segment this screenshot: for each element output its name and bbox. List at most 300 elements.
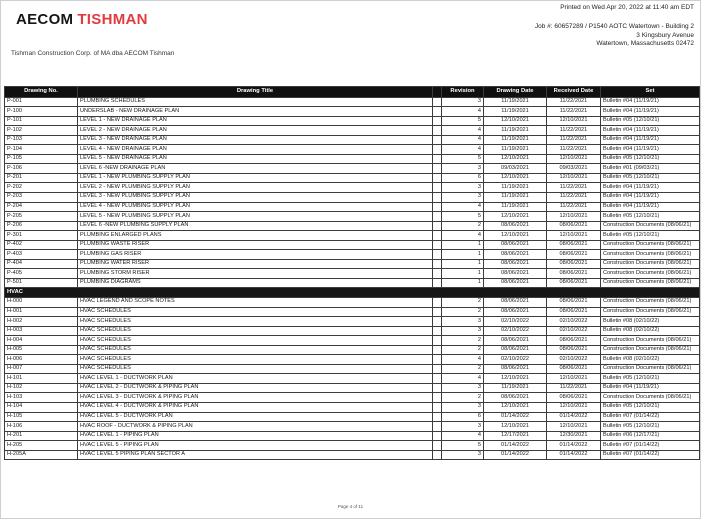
spacer-cell <box>433 183 442 193</box>
received-date-cell: 09/03/2021 <box>547 164 601 174</box>
drawing-date-cell: 12/10/2021 <box>484 231 547 241</box>
received-date-cell: 11/22/2021 <box>547 97 601 107</box>
set-cell: Bulletin #07 (01/14/22) <box>601 441 700 451</box>
set-cell: Construction Documents (08/06/21) <box>601 259 700 269</box>
drawing-title-cell: PLUMBING STORM RISER <box>78 269 433 279</box>
table-header <box>5 87 700 98</box>
drawing-title-cell: LEVEL 1 - NEW DRAINAGE PLAN <box>78 116 433 126</box>
received-date-cell: 12/10/2021 <box>547 422 601 432</box>
table-row <box>5 135 700 145</box>
drawing-no-cell: H-000 <box>5 297 78 307</box>
revision-cell: 4 <box>442 145 484 155</box>
drawing-no-cell: P-202 <box>5 183 78 193</box>
drawing-title-cell: HVAC SCHEDULES <box>78 307 433 317</box>
revision-cell: 1 <box>442 259 484 269</box>
drawing-date-cell: 11/19/2021 <box>484 97 547 107</box>
revision-cell: 3 <box>442 192 484 202</box>
set-cell: Bulletin #08 (02/10/22) <box>601 355 700 365</box>
drawing-title-cell: HVAC LEVEL 5 PIPING PLAN SECTOR A <box>78 450 433 460</box>
received-date-cell: 11/22/2021 <box>547 135 601 145</box>
drawing-no-cell: P-204 <box>5 202 78 212</box>
table-row <box>5 374 700 384</box>
revision-cell: 1 <box>442 278 484 288</box>
header-row <box>5 87 700 98</box>
revision-cell: 3 <box>442 164 484 174</box>
drawing-title-cell: LEVEL 5 - NEW DRAINAGE PLAN <box>78 154 433 164</box>
spacer-cell <box>433 154 442 164</box>
company-legal-name: Tishman Construction Corp. of MA dba AECOM Tishman <box>11 50 175 57</box>
received-date-cell: 11/22/2021 <box>547 145 601 155</box>
address-line-2: Watertown, Massachusetts 02472 <box>596 40 694 48</box>
drawing-title-cell: HVAC LEVEL 2 - DUCTWORK & PIPING PLAN <box>78 383 433 393</box>
set-cell: Construction Documents (08/06/21) <box>601 250 700 260</box>
revision-cell: 4 <box>442 374 484 384</box>
spacer-cell <box>433 422 442 432</box>
drawing-log-table <box>4 86 700 460</box>
table-row <box>5 383 700 393</box>
drawing-no-cell: P-101 <box>5 116 78 126</box>
revision-cell: 2 <box>442 297 484 307</box>
received-date-cell: 12/10/2021 <box>547 173 601 183</box>
received-date-cell: 11/22/2021 <box>547 202 601 212</box>
tishman-logo-text: TISHMAN <box>77 11 148 28</box>
table-row <box>5 231 700 241</box>
drawing-no-cell: H-001 <box>5 307 78 317</box>
table-row <box>5 326 700 336</box>
drawing-date-cell: 09/03/2021 <box>484 164 547 174</box>
received-date-cell: 01/14/2022 <box>547 441 601 451</box>
spacer-cell <box>433 326 442 336</box>
table-row <box>5 441 700 451</box>
spacer-cell <box>433 212 442 222</box>
drawing-title-cell: PLUMBING WASTE RISER <box>78 240 433 250</box>
revision-cell: 2 <box>442 393 484 403</box>
table-row <box>5 221 700 231</box>
drawing-no-cell: P-203 <box>5 192 78 202</box>
revision-cell: 3 <box>442 97 484 107</box>
set-cell: Bulletin #04 (11/19/21) <box>601 126 700 136</box>
revision-cell: 4 <box>442 202 484 212</box>
revision-cell: 2 <box>442 307 484 317</box>
spacer-cell <box>433 383 442 393</box>
drawing-no-cell: H-106 <box>5 422 78 432</box>
drawing-no-cell: P-402 <box>5 240 78 250</box>
received-date-cell: 11/22/2021 <box>547 107 601 117</box>
drawing-title-cell: HVAC LEVEL 5 - DUCTWORK PLAN <box>78 412 433 422</box>
set-cell: Construction Documents (08/06/21) <box>601 269 700 279</box>
received-date-cell: 08/06/2021 <box>547 278 601 288</box>
drawing-title-cell: HVAC SCHEDULES <box>78 364 433 374</box>
set-cell: Bulletin #04 (11/19/21) <box>601 183 700 193</box>
set-cell: Construction Documents (08/06/21) <box>601 307 700 317</box>
printed-on-timestamp: Printed on Wed Apr 20, 2022 at 11:40 am EDT <box>560 4 694 11</box>
set-cell: Bulletin #04 (11/19/21) <box>601 192 700 202</box>
spacer-cell <box>433 431 442 441</box>
table-row <box>5 269 700 279</box>
drawing-no-cell: H-007 <box>5 364 78 374</box>
table-row <box>5 212 700 222</box>
revision-cell: 3 <box>442 317 484 327</box>
drawing-date-cell: 08/06/2021 <box>484 393 547 403</box>
drawing-title-cell: HVAC LEVEL 3 - DUCTWORK & PIPING PLAN <box>78 393 433 403</box>
drawing-title-cell: LEVEL 1 - NEW PLUMBING SUPPLY PLAN <box>78 173 433 183</box>
drawing-no-cell: P-201 <box>5 173 78 183</box>
received-date-cell: 08/06/2021 <box>547 297 601 307</box>
col-header-revision: Revision <box>442 87 484 98</box>
set-cell: Bulletin #05 (12/10/21) <box>601 231 700 241</box>
set-cell: Construction Documents (08/06/21) <box>601 278 700 288</box>
table-row <box>5 412 700 422</box>
drawing-no-cell: H-205A <box>5 450 78 460</box>
table-row <box>5 107 700 117</box>
drawing-no-cell: H-101 <box>5 374 78 384</box>
revision-cell: 5 <box>442 154 484 164</box>
received-date-cell: 08/06/2021 <box>547 307 601 317</box>
drawing-date-cell: 11/19/2021 <box>484 126 547 136</box>
drawing-title-cell: HVAC SCHEDULES <box>78 317 433 327</box>
table-row <box>5 364 700 374</box>
revision-cell: 5 <box>442 116 484 126</box>
drawing-date-cell: 08/06/2021 <box>484 221 547 231</box>
revision-cell: 3 <box>442 450 484 460</box>
drawing-title-cell: LEVEL 2 - NEW DRAINAGE PLAN <box>78 126 433 136</box>
spacer-cell <box>433 250 442 260</box>
revision-cell: 2 <box>442 364 484 374</box>
drawing-date-cell: 01/14/2022 <box>484 412 547 422</box>
table-row <box>5 126 700 136</box>
drawing-date-cell: 08/06/2021 <box>484 250 547 260</box>
table-row <box>5 403 700 413</box>
table-row <box>5 297 700 307</box>
drawing-date-cell: 12/10/2021 <box>484 154 547 164</box>
received-date-cell: 12/10/2021 <box>547 403 601 413</box>
spacer-cell <box>433 441 442 451</box>
col-header-drawing-date: Drawing Date <box>484 87 547 98</box>
received-date-cell: 11/22/2021 <box>547 126 601 136</box>
drawing-title-cell: HVAC SCHEDULES <box>78 336 433 346</box>
received-date-cell: 08/06/2021 <box>547 269 601 279</box>
set-cell: Bulletin #05 (12/10/21) <box>601 173 700 183</box>
col-header-spacer <box>433 87 442 98</box>
drawing-date-cell: 12/10/2021 <box>484 403 547 413</box>
table-row <box>5 202 700 212</box>
drawing-title-cell: PLUMBING GAS RISER <box>78 250 433 260</box>
spacer-cell <box>433 269 442 279</box>
received-date-cell: 12/30/2021 <box>547 431 601 441</box>
drawing-date-cell: 08/06/2021 <box>484 240 547 250</box>
received-date-cell: 01/14/2022 <box>547 412 601 422</box>
table-row <box>5 173 700 183</box>
set-cell: Bulletin #07 (01/14/22) <box>601 412 700 422</box>
drawing-date-cell: 02/10/2022 <box>484 317 547 327</box>
drawing-no-cell: H-002 <box>5 317 78 327</box>
revision-cell: 3 <box>442 422 484 432</box>
spacer-cell <box>433 107 442 117</box>
spacer-cell <box>433 259 442 269</box>
drawing-title-cell: LEVEL 3 - NEW DRAINAGE PLAN <box>78 135 433 145</box>
set-cell: Bulletin #04 (11/19/21) <box>601 135 700 145</box>
spacer-cell <box>433 317 442 327</box>
received-date-cell: 08/06/2021 <box>547 336 601 346</box>
drawing-no-cell: P-206 <box>5 221 78 231</box>
revision-cell: 6 <box>442 173 484 183</box>
spacer-cell <box>433 307 442 317</box>
received-date-cell: 08/06/2021 <box>547 250 601 260</box>
drawing-title-cell: LEVEL 5 - NEW PLUMBING SUPPLY PLAN <box>78 212 433 222</box>
drawing-no-cell: P-205 <box>5 212 78 222</box>
received-date-cell: 11/22/2021 <box>547 183 601 193</box>
revision-cell: 1 <box>442 269 484 279</box>
received-date-cell: 08/06/2021 <box>547 345 601 355</box>
table-row <box>5 317 700 327</box>
revision-cell: 3 <box>442 326 484 336</box>
drawing-title-cell: HVAC LEVEL 5 - PIPING PLAN <box>78 441 433 451</box>
drawing-date-cell: 11/19/2021 <box>484 192 547 202</box>
revision-cell: 2 <box>442 345 484 355</box>
revision-cell: 5 <box>442 441 484 451</box>
drawing-title-cell: HVAC LEVEL 1 - DUCTWORK PLAN <box>78 374 433 384</box>
drawing-date-cell: 12/10/2021 <box>484 173 547 183</box>
drawing-date-cell: 08/06/2021 <box>484 364 547 374</box>
drawing-date-cell: 12/10/2021 <box>484 422 547 432</box>
drawing-date-cell: 12/17/2021 <box>484 431 547 441</box>
spacer-cell <box>433 97 442 107</box>
drawing-date-cell: 08/06/2021 <box>484 269 547 279</box>
drawing-date-cell: 08/06/2021 <box>484 336 547 346</box>
drawing-no-cell: P-403 <box>5 250 78 260</box>
received-date-cell: 08/06/2021 <box>547 364 601 374</box>
spacer-cell <box>433 231 442 241</box>
spacer-cell <box>433 278 442 288</box>
spacer-cell <box>433 403 442 413</box>
drawing-no-cell: P-103 <box>5 135 78 145</box>
received-date-cell: 08/06/2021 <box>547 221 601 231</box>
set-cell: Bulletin #05 (12/10/21) <box>601 374 700 384</box>
spacer-cell <box>433 126 442 136</box>
table-row <box>5 145 700 155</box>
set-cell: Construction Documents (08/06/21) <box>601 393 700 403</box>
drawing-title-cell: HVAC SCHEDULES <box>78 326 433 336</box>
drawing-date-cell: 11/19/2021 <box>484 135 547 145</box>
section-row <box>5 288 700 298</box>
revision-cell: 4 <box>442 355 484 365</box>
drawing-no-cell: P-501 <box>5 278 78 288</box>
received-date-cell: 08/06/2021 <box>547 393 601 403</box>
set-cell: Construction Documents (08/06/21) <box>601 336 700 346</box>
table-row <box>5 393 700 403</box>
received-date-cell: 02/10/2022 <box>547 355 601 365</box>
drawing-date-cell: 12/10/2021 <box>484 374 547 384</box>
col-header-received-date: Received Date <box>547 87 601 98</box>
spacer-cell <box>433 145 442 155</box>
table-row <box>5 154 700 164</box>
spacer-cell <box>433 412 442 422</box>
drawing-no-cell: H-103 <box>5 393 78 403</box>
revision-cell: 5 <box>442 212 484 222</box>
revision-cell: 2 <box>442 221 484 231</box>
set-cell: Construction Documents (08/06/21) <box>601 364 700 374</box>
received-date-cell: 12/10/2021 <box>547 116 601 126</box>
drawing-no-cell: P-105 <box>5 154 78 164</box>
revision-cell: 3 <box>442 383 484 393</box>
revision-cell: 4 <box>442 107 484 117</box>
received-date-cell: 11/22/2021 <box>547 192 601 202</box>
spacer-cell <box>433 374 442 384</box>
received-date-cell: 02/10/2022 <box>547 326 601 336</box>
revision-cell: 4 <box>442 231 484 241</box>
drawing-no-cell: H-205 <box>5 441 78 451</box>
set-cell: Bulletin #06 (12/17/21) <box>601 431 700 441</box>
page-number-label: Page 4 of 11 <box>337 504 364 509</box>
drawing-no-cell: H-003 <box>5 326 78 336</box>
revision-cell: 1 <box>442 240 484 250</box>
drawing-title-cell: HVAC LEVEL 1 - PIPING PLAN <box>78 431 433 441</box>
received-date-cell: 12/10/2021 <box>547 212 601 222</box>
drawing-title-cell: HVAC LEVEL 4 - DUCTWORK & PIPING PLAN <box>78 403 433 413</box>
set-cell: Bulletin #05 (12/10/21) <box>601 154 700 164</box>
set-cell: Bulletin #05 (12/10/21) <box>601 212 700 222</box>
spacer-cell <box>433 202 442 212</box>
drawing-no-cell: P-001 <box>5 97 78 107</box>
drawing-title-cell: PLUMBING WATER RISER <box>78 259 433 269</box>
drawing-no-cell: H-105 <box>5 412 78 422</box>
drawing-title-cell: HVAC SCHEDULES <box>78 355 433 365</box>
drawing-no-cell: P-404 <box>5 259 78 269</box>
spacer-cell <box>433 393 442 403</box>
set-cell: Bulletin #04 (11/19/21) <box>601 145 700 155</box>
spacer-cell <box>433 164 442 174</box>
drawing-title-cell: HVAC LEGEND AND SCOPE NOTES <box>78 297 433 307</box>
aecom-logo-text: AECOM <box>16 11 74 28</box>
drawing-no-cell: P-104 <box>5 145 78 155</box>
set-cell: Bulletin #04 (11/19/21) <box>601 202 700 212</box>
drawing-no-cell: H-102 <box>5 383 78 393</box>
revision-cell: 3 <box>442 183 484 193</box>
revision-cell: 4 <box>442 126 484 136</box>
received-date-cell: 12/10/2021 <box>547 154 601 164</box>
set-cell: Bulletin #05 (12/10/21) <box>601 422 700 432</box>
revision-cell: 6 <box>442 412 484 422</box>
received-date-cell: 02/10/2022 <box>547 317 601 327</box>
table-row <box>5 250 700 260</box>
set-cell: Construction Documents (08/06/21) <box>601 240 700 250</box>
col-header-drawing-title: Drawing Title <box>78 87 433 98</box>
drawing-title-cell: PLUMBING ENLARGED PLANS <box>78 231 433 241</box>
set-cell: Bulletin #04 (11/19/21) <box>601 107 700 117</box>
set-cell: Bulletin #08 (02/10/22) <box>601 317 700 327</box>
set-cell: Bulletin #01 (09/03/21) <box>601 164 700 174</box>
drawing-title-cell: LEVEL 4 - NEW PLUMBING SUPPLY PLAN <box>78 202 433 212</box>
table-row <box>5 355 700 365</box>
spacer-cell <box>433 297 442 307</box>
spacer-cell <box>433 364 442 374</box>
received-date-cell: 01/14/2022 <box>547 450 601 460</box>
spacer-cell <box>433 116 442 126</box>
section-label: HVAC <box>5 288 700 298</box>
drawing-title-cell: UNDERSLAB - NEW DRAINAGE PLAN <box>78 107 433 117</box>
revision-cell: 3 <box>442 403 484 413</box>
revision-cell: 1 <box>442 250 484 260</box>
drawing-date-cell: 08/06/2021 <box>484 278 547 288</box>
drawing-title-cell: LEVEL 2 - NEW PLUMBING SUPPLY PLAN <box>78 183 433 193</box>
drawing-no-cell: H-201 <box>5 431 78 441</box>
spacer-cell <box>433 355 442 365</box>
spacer-cell <box>433 240 442 250</box>
table-body <box>5 97 700 460</box>
table-row <box>5 240 700 250</box>
table-row <box>5 278 700 288</box>
drawing-no-cell: H-005 <box>5 345 78 355</box>
set-cell: Construction Documents (08/06/21) <box>601 345 700 355</box>
col-header-set: Set <box>601 87 700 98</box>
received-date-cell: 12/10/2021 <box>547 374 601 384</box>
set-cell: Bulletin #08 (02/10/22) <box>601 326 700 336</box>
drawing-no-cell: P-100 <box>5 107 78 117</box>
drawing-no-cell: H-004 <box>5 336 78 346</box>
table-row <box>5 431 700 441</box>
table-row <box>5 116 700 126</box>
table-row <box>5 164 700 174</box>
drawing-date-cell: 08/06/2021 <box>484 345 547 355</box>
drawing-title-cell: PLUMBING SCHEDULES <box>78 97 433 107</box>
spacer-cell <box>433 336 442 346</box>
set-cell: Construction Documents (08/06/21) <box>601 297 700 307</box>
drawing-no-cell: H-104 <box>5 403 78 413</box>
drawing-date-cell: 01/14/2022 <box>484 450 547 460</box>
table-row <box>5 183 700 193</box>
drawing-title-cell: LEVEL 3 - NEW PLUMBING SUPPLY PLAN <box>78 192 433 202</box>
set-cell: Bulletin #04 (11/19/21) <box>601 383 700 393</box>
drawing-title-cell: HVAC SCHEDULES <box>78 345 433 355</box>
received-date-cell: 08/06/2021 <box>547 240 601 250</box>
table-row <box>5 345 700 355</box>
revision-cell: 4 <box>442 135 484 145</box>
drawing-no-cell: P-102 <box>5 126 78 136</box>
set-cell: Bulletin #05 (12/10/21) <box>601 403 700 413</box>
drawing-title-cell: HVAC ROOF - DUCTWORK & PIPING PLAN <box>78 422 433 432</box>
spacer-cell <box>433 135 442 145</box>
drawing-date-cell: 02/10/2022 <box>484 326 547 336</box>
drawing-date-cell: 11/19/2021 <box>484 383 547 393</box>
drawing-date-cell: 11/19/2021 <box>484 145 547 155</box>
set-cell: Bulletin #05 (12/10/21) <box>601 116 700 126</box>
drawing-date-cell: 08/06/2021 <box>484 297 547 307</box>
drawing-date-cell: 11/19/2021 <box>484 183 547 193</box>
spacer-cell <box>433 450 442 460</box>
received-date-cell: 11/22/2021 <box>547 383 601 393</box>
revision-cell: 2 <box>442 336 484 346</box>
drawing-date-cell: 12/10/2021 <box>484 116 547 126</box>
drawing-date-cell: 12/10/2021 <box>484 212 547 222</box>
spacer-cell <box>433 345 442 355</box>
table-row <box>5 307 700 317</box>
spacer-cell <box>433 192 442 202</box>
table-row <box>5 450 700 460</box>
drawing-title-cell: PLUMBING DIAGRAMS <box>78 278 433 288</box>
received-date-cell: 08/06/2021 <box>547 259 601 269</box>
drawing-title-cell: LEVEL 6 -NEW PLUMBING SUPPLY PLAN <box>78 221 433 231</box>
drawing-no-cell: P-106 <box>5 164 78 174</box>
drawing-no-cell: P-301 <box>5 231 78 241</box>
company-logo <box>16 11 148 28</box>
spacer-cell <box>433 173 442 183</box>
drawing-date-cell: 11/19/2021 <box>484 202 547 212</box>
job-info-block <box>535 23 694 49</box>
received-date-cell: 12/10/2021 <box>547 231 601 241</box>
drawing-no-cell: H-006 <box>5 355 78 365</box>
col-header-drawing-no: Drawing No. <box>5 87 78 98</box>
spacer-cell <box>433 221 442 231</box>
